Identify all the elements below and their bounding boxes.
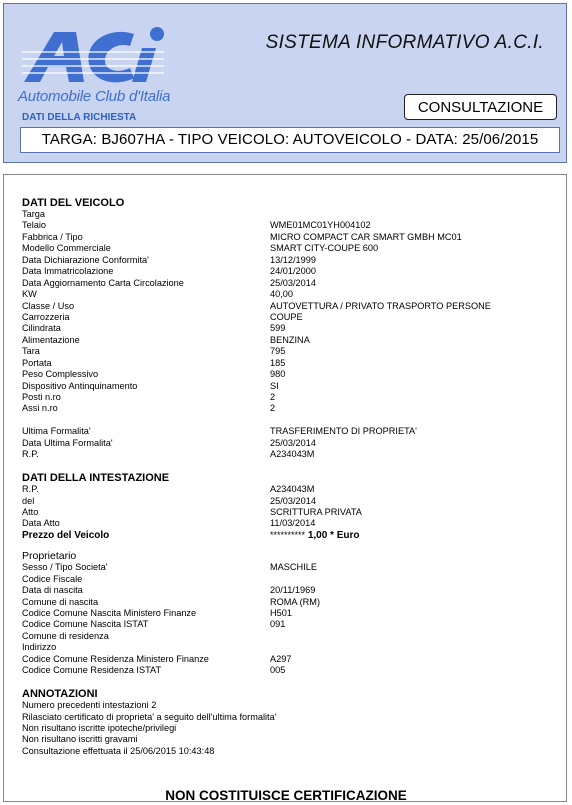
- field-label: R.P.: [22, 449, 39, 460]
- price-amount: 1,00 * Euro: [307, 529, 360, 541]
- field-value: 40,00: [270, 289, 293, 300]
- field-value: TRASFERIMENTO DI PROPRIETA': [270, 426, 417, 437]
- field-row: [22, 289, 562, 300]
- field-row: [22, 346, 562, 357]
- field-value: 13/12/1999: [270, 254, 316, 265]
- annotation-line: Numero precedenti intestazioni 2: [22, 700, 157, 711]
- annotation-line: Non risultano iscritte ipoteche/privilegi: [22, 722, 177, 733]
- field-row: [22, 278, 562, 289]
- field-value: 091: [270, 619, 286, 630]
- spacer: [22, 677, 562, 688]
- annotations-section-title: ANNOTAZIONI: [22, 688, 98, 701]
- field-label: Alimentazione: [22, 334, 80, 345]
- field-label: R.P.: [22, 484, 39, 495]
- field-row: [22, 301, 562, 312]
- field-label: Data Immatricolazione: [22, 266, 114, 277]
- field-value: 2: [270, 392, 276, 402]
- field-row: [22, 358, 562, 369]
- field-row: [22, 243, 562, 254]
- vehicle-section-title: DATI DEL VEICOLO: [22, 197, 125, 209]
- field-label: Data Aggiornamento Carta Circolazione: [22, 277, 184, 288]
- field-row: [22, 562, 562, 573]
- field-label: Comune di residenza: [22, 630, 109, 641]
- plate-info-bar: TARGA: BJ607HA - TIPO VEICOLO: AUTOVEICOLO - DATA: 25/06/2015: [20, 127, 560, 153]
- field-label: Codice Comune Residenza Ministero Finanze: [22, 653, 209, 664]
- vehicle-rows: [22, 209, 562, 415]
- field-value: MASCHILE: [270, 562, 317, 573]
- field-row: [22, 642, 562, 653]
- field-label: Portata: [22, 357, 52, 368]
- field-value: [270, 574, 562, 585]
- field-row: [22, 597, 562, 608]
- price-label: Prezzo del Veicolo: [22, 529, 110, 541]
- field-label: Ultima Formalita': [22, 426, 91, 437]
- field-row: [22, 496, 562, 507]
- field-row: [22, 484, 562, 495]
- field-value: 25/03/2014: [270, 437, 316, 448]
- annotation-lines: [22, 700, 562, 757]
- field-label: Targa: [22, 209, 45, 219]
- system-title: SISTEMA INFORMATIVO A.C.I.: [265, 32, 544, 53]
- field-row: [22, 631, 562, 642]
- field-row: [22, 585, 562, 596]
- spacer: [22, 461, 562, 472]
- field-value: 2: [270, 403, 276, 414]
- field-label: Fabbrica / Tipo: [22, 231, 83, 242]
- field-row: [22, 266, 562, 277]
- field-value: COUPE: [270, 311, 303, 322]
- field-label: Indirizzo: [22, 642, 57, 653]
- registration-section-title: DATI DELLA INTESTAZIONE: [22, 472, 170, 485]
- field-label: Dispositivo Antinquinamento: [22, 380, 138, 391]
- price-stars: **********: [270, 529, 306, 540]
- field-row: [22, 518, 562, 529]
- field-row: [22, 335, 562, 346]
- field-value: A234043M: [270, 484, 315, 495]
- field-value: 005: [270, 665, 286, 676]
- field-value: 25/03/2014: [270, 277, 316, 288]
- field-value: SI: [270, 380, 279, 391]
- annotation-line: Consultazione effettuata il 25/06/2015 10:43:48: [22, 745, 215, 756]
- consultation-button[interactable]: CONSULTAZIONE: [404, 94, 557, 120]
- field-label: Peso Complessivo: [22, 369, 99, 380]
- field-row: [22, 392, 562, 403]
- field-label: Modello Commerciale: [22, 243, 111, 254]
- field-row: [22, 574, 562, 585]
- field-value: 599: [270, 323, 286, 334]
- field-row: [22, 449, 562, 460]
- field-label: Data Atto: [22, 518, 60, 529]
- section-tag: DATI DELLA RICHIESTA: [22, 112, 137, 123]
- field-row: [22, 507, 562, 518]
- field-label: Data Dichiarazione Conformita': [22, 254, 149, 265]
- field-label: Tara: [22, 346, 40, 357]
- field-label: Codice Fiscale: [22, 573, 83, 584]
- price-value: [270, 530, 562, 541]
- org-name: Automobile Club d'Italia: [18, 88, 171, 105]
- field-row: [22, 255, 562, 266]
- field-label: Posti n.ro: [22, 392, 61, 402]
- field-value: SMART CITY-COUPE 600: [270, 243, 379, 254]
- price-row: [22, 530, 562, 541]
- field-value: 24/01/2000: [270, 266, 316, 277]
- field-value: MICRO COMPACT CAR SMART GMBH MC01: [270, 231, 462, 242]
- field-value: A297: [270, 653, 292, 664]
- field-row: [22, 403, 562, 414]
- vehicle-report: [3, 174, 567, 802]
- field-value: 20/11/1969: [270, 585, 316, 596]
- field-row: [22, 426, 562, 437]
- field-value: ROMA (RM): [270, 596, 321, 607]
- annotation-line: Non risultano iscritti gravami: [22, 734, 138, 745]
- report-content: [22, 197, 562, 757]
- field-value: 11/03/2014: [270, 518, 316, 529]
- field-row: [22, 369, 562, 380]
- field-label: Data Ultima Formalita': [22, 437, 113, 448]
- field-label: Codice Comune Nascita Ministero Finanze: [22, 608, 197, 618]
- field-value: [270, 209, 562, 220]
- field-row: [22, 323, 562, 334]
- annotation-line: Rilasciato certificato di proprieta' a seguito dell'ultima formalita': [22, 711, 277, 722]
- owner-section-title: Proprietario: [22, 550, 77, 563]
- field-label: KW: [22, 289, 37, 300]
- field-row: [22, 619, 562, 630]
- registration-rows: [22, 484, 562, 541]
- field-value: AUTOVETTURA / PRIVATO TRASPORTO PERSONE: [270, 300, 491, 311]
- owner-rows: [22, 562, 562, 676]
- field-label: Sesso / Tipo Societa': [22, 562, 108, 573]
- field-row: [22, 381, 562, 392]
- field-label: Codice Comune Residenza ISTAT: [22, 665, 162, 676]
- spacer: [22, 415, 562, 426]
- field-value: 185: [270, 357, 286, 368]
- report-header: [3, 3, 567, 163]
- field-label: Telaio: [22, 220, 47, 231]
- field-value: 25/03/2014: [270, 495, 316, 506]
- formality-rows: [22, 426, 562, 460]
- field-value: A234043M: [270, 449, 315, 460]
- field-value: H501: [270, 608, 292, 618]
- field-row: [22, 312, 562, 323]
- field-value: BENZINA: [270, 334, 310, 345]
- field-value: WME01MC01YH004102: [270, 220, 371, 231]
- field-label: Codice Comune Nascita ISTAT: [22, 619, 149, 630]
- field-value: 980: [270, 369, 286, 380]
- field-label: Atto: [22, 506, 39, 517]
- field-label: Assi n.ro: [22, 403, 58, 414]
- field-value: [270, 631, 562, 642]
- field-label: Cilindrata: [22, 323, 61, 334]
- field-row: [22, 665, 562, 676]
- field-row: [22, 209, 562, 220]
- field-value: SCRITTURA PRIVATA: [270, 506, 362, 517]
- field-label: Data di nascita: [22, 585, 83, 596]
- field-row: [22, 220, 562, 231]
- spacer: [22, 541, 562, 550]
- field-label: Carrozzeria: [22, 311, 70, 322]
- field-row: [22, 654, 562, 665]
- field-row: [22, 232, 562, 243]
- disclaimer-footer: NON COSTITUISCE CERTIFICAZIONE: [165, 788, 407, 803]
- field-label: Comune di nascita: [22, 596, 99, 607]
- field-row: [22, 608, 562, 619]
- field-row: [22, 438, 562, 449]
- field-label: del: [22, 495, 35, 506]
- field-value: 795: [270, 346, 286, 357]
- field-value: [270, 642, 562, 653]
- field-label: Classe / Uso: [22, 300, 75, 311]
